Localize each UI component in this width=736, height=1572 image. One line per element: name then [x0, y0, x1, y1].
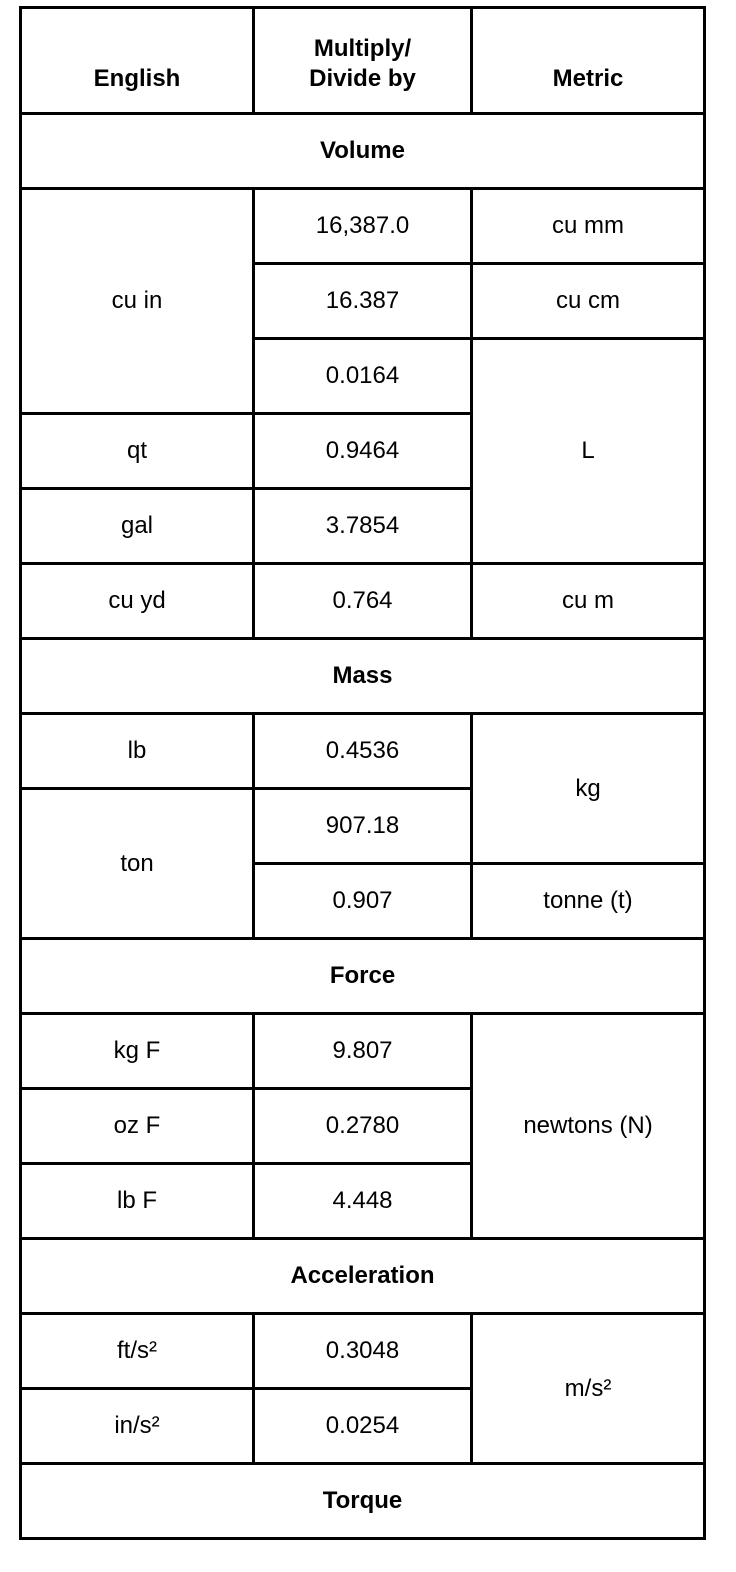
section-row-torque: [21, 1464, 705, 1539]
cell-metric-liter: L: [472, 339, 705, 564]
conversion-table: [19, 6, 706, 1540]
cell-factor: 0.907: [254, 864, 472, 939]
cell-factor: 0.0254: [254, 1389, 472, 1464]
cell-factor: 0.764: [254, 564, 472, 639]
section-row-mass: [21, 639, 705, 714]
cell-english-cu-yd: cu yd: [21, 564, 254, 639]
header-metric-label: Metric: [552, 64, 624, 92]
cell-factor: 0.0164: [254, 339, 472, 414]
cell-metric-tonne: tonne (t): [472, 864, 705, 939]
section-row-volume: [21, 114, 705, 189]
cell-english-ton: ton: [21, 789, 254, 939]
cell-factor: 9.807: [254, 1014, 472, 1089]
cell-metric-kg: kg: [472, 714, 705, 864]
cell-factor: 16.387: [254, 264, 472, 339]
table-row: [21, 1314, 705, 1389]
header-english-label: English: [93, 64, 181, 92]
header-row: [21, 8, 705, 114]
table-row: [21, 714, 705, 789]
section-title-volume: Volume: [21, 114, 705, 189]
cell-metric-newtons: newtons (N): [472, 1014, 705, 1239]
cell-english-gal: gal: [21, 489, 254, 564]
cell-english-kg-f: kg F: [21, 1014, 254, 1089]
cell-english-oz-f: oz F: [21, 1089, 254, 1164]
table-row: [21, 1014, 705, 1089]
cell-english-cu-in: cu in: [21, 189, 254, 414]
cell-metric-cu-cm: cu cm: [472, 264, 705, 339]
header-english: [21, 8, 254, 114]
cell-factor: 16,387.0: [254, 189, 472, 264]
header-factor-line1: Multiply/: [313, 34, 412, 62]
table-row: [21, 189, 705, 264]
section-title-torque: Torque: [21, 1464, 705, 1539]
cell-factor: 0.4536: [254, 714, 472, 789]
cell-factor: 0.3048: [254, 1314, 472, 1389]
cell-factor: 0.9464: [254, 414, 472, 489]
cell-metric-m-s2: m/s²: [472, 1314, 705, 1464]
cell-metric-cu-m: cu m: [472, 564, 705, 639]
cell-english-qt: qt: [21, 414, 254, 489]
cell-factor: 4.448: [254, 1164, 472, 1239]
section-title-mass: Mass: [21, 639, 705, 714]
table-row: [21, 564, 705, 639]
section-row-acceleration: [21, 1239, 705, 1314]
section-title-force: Force: [21, 939, 705, 1014]
header-factor: [254, 8, 472, 114]
header-factor-line2: Divide by: [309, 64, 416, 92]
cell-factor: 3.7854: [254, 489, 472, 564]
cell-english-lb: lb: [21, 714, 254, 789]
cell-metric-cu-mm: cu mm: [472, 189, 705, 264]
section-row-force: [21, 939, 705, 1014]
section-title-acceleration: Acceleration: [21, 1239, 705, 1314]
cell-english-in-s2: in/s²: [21, 1389, 254, 1464]
cell-english-lb-f: lb F: [21, 1164, 254, 1239]
cell-english-ft-s2: ft/s²: [21, 1314, 254, 1389]
cell-factor: 0.2780: [254, 1089, 472, 1164]
cell-factor: 907.18: [254, 789, 472, 864]
header-metric: [472, 8, 705, 114]
